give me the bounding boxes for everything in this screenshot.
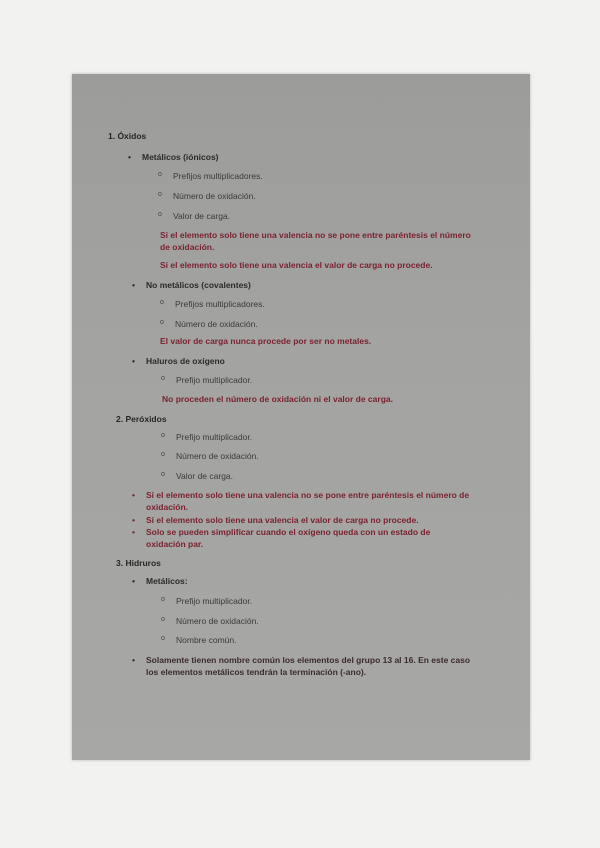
list-item: o Nombre común. — [176, 635, 236, 645]
haluros-note: No proceden el número de oxidación ni el valor de carga. — [162, 394, 393, 404]
peroxidos-note-1: • Si el elemento solo tiene una valencia no se pone entre paréntesis el número de oxidación. — [146, 489, 476, 513]
list-item: o Número de oxidación. — [176, 451, 259, 461]
no-metalicos-note: El valor de carga nunca procede por ser no metales. — [160, 336, 372, 346]
peroxidos-note-3: • Solo se pueden simplificar cuando el oxígeno queda con un estado de oxidación par. — [146, 526, 456, 550]
list-item: o Prefijos multiplicadores. — [175, 299, 265, 309]
section-title-peroxidos: 2. Peróxidos — [116, 414, 167, 424]
list-item: o Prefijo multiplicador. — [176, 432, 252, 442]
list-item: o Número de oxidación. — [176, 616, 259, 626]
section-title-oxidos: 1. Óxidos — [108, 131, 147, 141]
hidruros-metalicos-heading: • Metálicos: — [146, 576, 188, 586]
metalicos-heading: • Metálicos (iónicos) — [142, 152, 219, 162]
list-item: o Prefijo multiplicador. — [176, 375, 252, 385]
document-page — [72, 74, 530, 760]
peroxidos-note-2: • Si el elemento solo tiene una valencia el valor de carga no procede. — [146, 515, 419, 525]
section-title-hidruros: 3. Hidruros — [116, 558, 161, 568]
metalicos-note-1: Si el elemento solo tiene una valencia no se pone entre paréntesis el número de oxidación. — [160, 230, 471, 252]
metalicos-note-2: Si el elemento solo tiene una valencia el valor de carga no procede. — [160, 260, 433, 270]
no-metalicos-heading: • No metálicos (covalentes) — [146, 280, 251, 290]
hidruros-note: • Solamente tienen nombre común los elementos del grupo 13 al 16. En este caso los elementos metálicos tendrán la terminación (-ano). — [146, 654, 476, 678]
list-item: o Número de oxidación. — [173, 191, 256, 201]
list-item: o Número de oxidación. — [175, 319, 258, 329]
list-item: o Valor de carga. — [176, 471, 233, 481]
list-item: o Prefijos multiplicadores. — [173, 171, 263, 181]
haluros-heading: • Haluros de oxígeno — [146, 356, 225, 366]
list-item: o Prefijo multiplicador. — [176, 596, 252, 606]
list-item: o Valor de carga. — [173, 211, 230, 221]
